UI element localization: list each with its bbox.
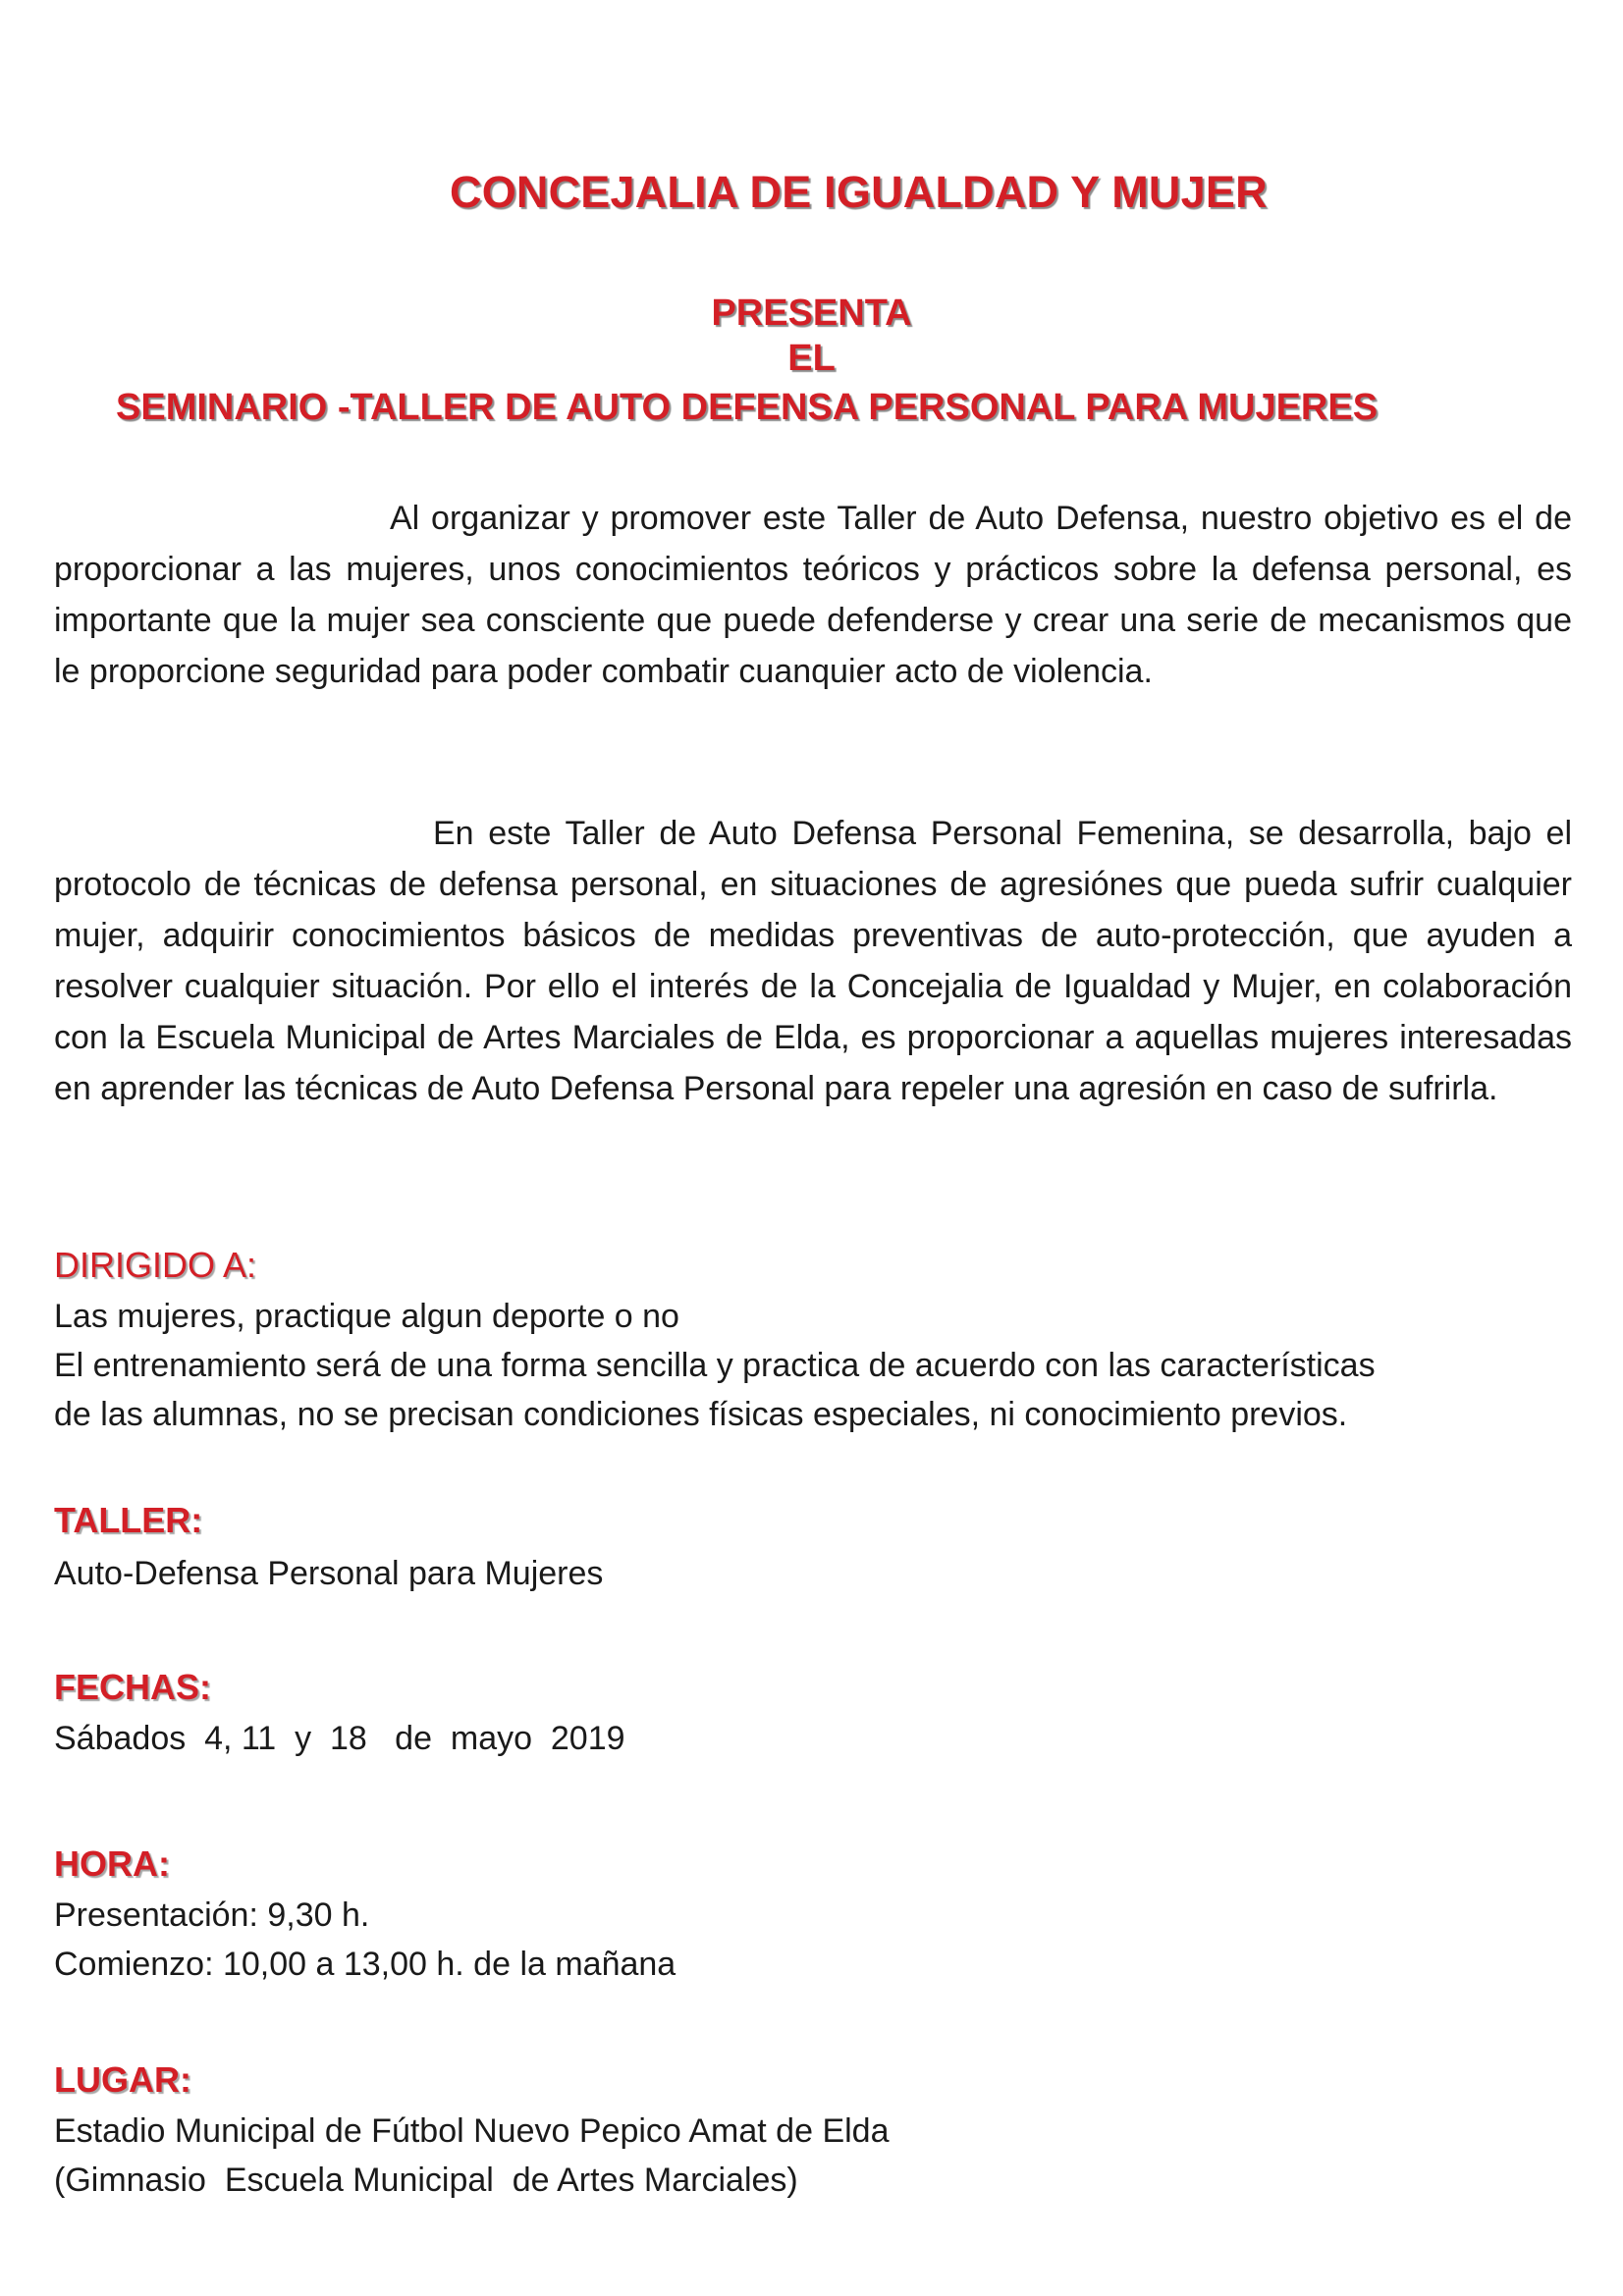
- hora-comienzo: Comienzo: 10,00 a 13,00 h. de la mañana: [54, 1946, 676, 1983]
- intro-paragraph: Al organizar y promover este Taller de Auto Defensa, nuestro objetivo es el de proporcionar a las mujeres, unos conocimientos teóricos y prácticos sobre la defensa personal, es importante que la mujer sea consciente que puede defenderse y crear una serie de mecanismos que le proporcione seguridad para poder combatir cuanquier acto de violencia.: [54, 500, 1572, 690]
- subtitle-presenta: PRESENTA: [711, 293, 912, 334]
- fechas-value: Sábados 4, 11 y 18 de mayo 2019: [54, 1720, 625, 1757]
- lugar-line-2: (Gimnasio Escuela Municipal de Artes Marciales): [54, 2162, 798, 2199]
- dirigido-line-3: de las alumnas, no se precisan condiciones físicas especiales, ni conocimiento previos.: [54, 1396, 1348, 1433]
- hora-presentacion: Presentación: 9,30 h.: [54, 1896, 370, 1934]
- dirigido-label: DIRIGIDO A:: [54, 1245, 257, 1285]
- dirigido-line-2: El entrenamiento será de una forma sencilla y practica de acuerdo con las características: [54, 1347, 1376, 1384]
- fechas-label: FECHAS:: [54, 1667, 211, 1707]
- lugar-label: LUGAR:: [54, 2059, 191, 2100]
- taller-value: Auto-Defensa Personal para Mujeres: [54, 1555, 604, 1592]
- subtitle-el: EL: [787, 338, 836, 379]
- lugar-line-1: Estadio Municipal de Fútbol Nuevo Pepico Amat de Elda: [54, 2112, 890, 2150]
- hora-label: HORA:: [54, 1843, 170, 1884]
- taller-label: TALLER:: [54, 1500, 203, 1540]
- dirigido-line-1: Las mujeres, practique algun deporte o no: [54, 1298, 679, 1335]
- subtitle-seminario: SEMINARIO -TALLER DE AUTO DEFENSA PERSONAL PARA MUJERES: [116, 387, 1379, 428]
- description-paragraph: En este Taller de Auto Defensa Personal Femenina, se desarrolla, bajo el protocolo de técnicas de defensa personal, en situaciones de agresiónes que pueda sufrir cualquier mujer, adquirir conocimientos básicos de medidas preventivas de auto-protección, que ayuden a resolver cualquier situación. Por ello el interés de la Concejalia de Igualdad y Mujer, en colaboración con la Escuela Municipal de Artes Marciales de Elda, es proporcionar a aquellas mujeres interesadas en aprender las técnicas de Auto Defensa Personal para repeler una agresión en caso de sufrirla.: [54, 815, 1572, 1107]
- document-title: CONCEJALIA DE IGUALDAD Y MUJER: [450, 167, 1268, 217]
